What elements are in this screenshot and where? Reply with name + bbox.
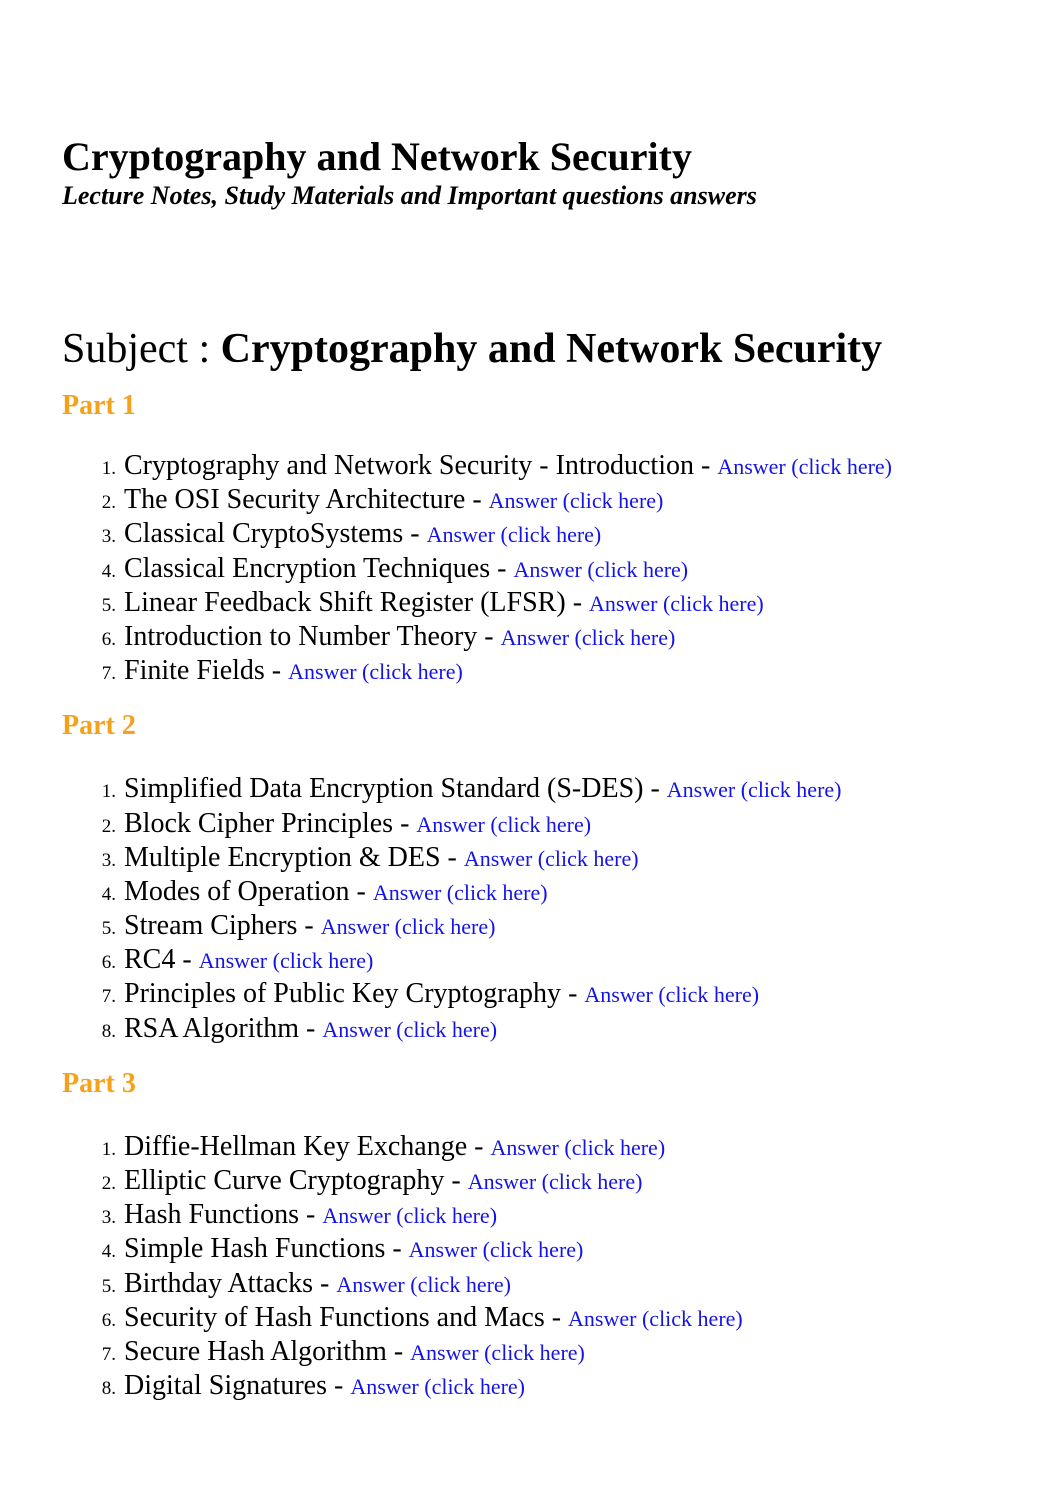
topic-title: The OSI Security Architecture (124, 484, 466, 516)
list-item-number: 3. (101, 526, 116, 548)
topic-separator: - (393, 807, 417, 839)
list-item (62, 1335, 1032, 1369)
list-item (62, 1130, 1032, 1164)
list-item-number: 1. (101, 1138, 116, 1160)
answer-link[interactable]: Answer (click here) (198, 948, 374, 974)
topic-title: Birthday Attacks (124, 1267, 313, 1299)
list-item-number: 7. (101, 663, 116, 685)
answer-link[interactable]: Answer (click here) (666, 777, 842, 803)
topic-title: Block Cipher Principles (124, 807, 394, 839)
topic-separator: - (477, 620, 501, 652)
topic-separator: - (175, 944, 199, 976)
topic-title: Linear Feedback Shift Register (LFSR) (124, 586, 566, 618)
subject-prefix: Subject : (62, 326, 221, 372)
list-item-number: 6. (101, 1309, 116, 1331)
list-item (62, 772, 1032, 806)
topic-separator: - (403, 518, 427, 550)
subject-name: Cryptography and Network Security (220, 326, 883, 372)
list-item (62, 449, 1032, 483)
list-item (62, 807, 1032, 841)
topic-title: Cryptography and Network Security - Introduction (124, 450, 694, 481)
topic-title: Simplified Data Encryption Standard (S-DES) (124, 773, 644, 805)
list-item-number: 3. (101, 1207, 116, 1229)
list-item (62, 875, 1032, 909)
list-item-number: 2. (101, 815, 116, 837)
topic-separator: - (312, 1267, 337, 1299)
topic-separator: - (544, 1301, 569, 1333)
answer-link[interactable]: Answer (click here) (488, 488, 664, 514)
topic-title: Secure Hash Algorithm (124, 1335, 387, 1367)
answer-link[interactable]: Answer (click here) (336, 1271, 512, 1297)
topic-separator: - (299, 1199, 323, 1231)
list-item (62, 1198, 1032, 1232)
topic-separator: - (326, 1370, 351, 1402)
answer-link[interactable]: Answer (click here) (408, 1237, 584, 1263)
topic-separator: - (440, 841, 464, 873)
list-item (62, 1012, 1032, 1046)
topic-title: Hash Functions (124, 1199, 299, 1231)
answer-link[interactable]: Answer (click here) (490, 1134, 666, 1160)
list-item-number: 4. (101, 883, 116, 905)
list-item (62, 483, 1032, 517)
list-item-number: 1. (101, 458, 116, 479)
topic-separator: - (386, 1335, 411, 1367)
list-item (62, 909, 1032, 943)
topic-title: Stream Ciphers (124, 910, 298, 942)
topic-title: Finite Fields (124, 655, 265, 687)
topic-separator: - (297, 910, 321, 942)
list-item (62, 1301, 1032, 1335)
list-item-number: 8. (101, 1378, 116, 1400)
list-item-number: 5. (101, 1275, 116, 1297)
part-1-heading: Part 1 (62, 390, 136, 421)
answer-link[interactable]: Answer (click here) (717, 454, 893, 479)
topic-title: Modes of Operation (124, 875, 350, 907)
topic-title: Introduction to Number Theory (124, 620, 478, 652)
topic-title: RC4 (124, 944, 176, 976)
answer-link[interactable]: Answer (click here) (350, 1374, 526, 1400)
topic-title: Elliptic Curve Cryptography (124, 1165, 445, 1196)
answer-link[interactable]: Answer (click here) (500, 624, 676, 650)
topic-separator: - (467, 1130, 491, 1162)
answer-link[interactable]: Answer (click here) (584, 982, 760, 1008)
answer-link[interactable]: Answer (click here) (322, 1203, 498, 1229)
topic-separator: - (465, 484, 489, 516)
topic-separator: - (561, 978, 585, 1010)
topic-separator: - (693, 450, 718, 481)
topic-title: Security of Hash Functions and Macs (124, 1301, 545, 1333)
list-item-number: 7. (101, 986, 116, 1008)
topic-title: Classical CryptoSystems (124, 518, 404, 550)
answer-link[interactable]: Answer (click here) (426, 522, 602, 548)
list-item (62, 552, 1032, 586)
answer-link[interactable]: Answer (click here) (322, 1016, 498, 1042)
list-item (62, 943, 1032, 977)
list-item (62, 977, 1032, 1011)
answer-link[interactable]: Answer (click here) (288, 659, 463, 685)
answer-link[interactable]: Answer (click here) (513, 556, 689, 582)
list-item (62, 517, 1032, 551)
document-page (62, 133, 1032, 1403)
list-item-number: 1. (101, 781, 116, 803)
list-item-number: 5. (101, 594, 116, 616)
part-3-heading: Part 3 (62, 1067, 136, 1099)
answer-link[interactable]: Answer (click here) (463, 845, 639, 871)
topic-separator: - (490, 552, 514, 584)
part-2-heading: Part 2 (62, 710, 136, 742)
topic-separator: - (385, 1233, 409, 1265)
list-item (62, 1267, 1032, 1301)
answer-link[interactable]: Answer (click here) (320, 914, 496, 940)
page-title: Cryptography and Network Security (62, 134, 692, 179)
page-subtitle: Lecture Notes, Study Materials and Important questions answers (62, 181, 757, 210)
list-item (62, 841, 1032, 875)
topic-title: Multiple Encryption & DES (124, 841, 441, 873)
answer-link[interactable]: Answer (click here) (410, 1339, 585, 1365)
list-item-number: 4. (101, 560, 116, 582)
subject-heading (62, 323, 1032, 375)
list-item (62, 1369, 1032, 1403)
topic-title: Principles of Public Key Cryptography (124, 978, 562, 1010)
topic-title: Diffie-Hellman Key Exchange (124, 1130, 468, 1162)
list-item (62, 1164, 1032, 1198)
topic-separator: - (565, 586, 590, 618)
list-item-number: 2. (101, 1173, 116, 1194)
list-item-number: 8. (101, 1020, 116, 1042)
part-3-topic-list (62, 1130, 1032, 1404)
list-item-number: 6. (101, 628, 116, 650)
list-item-number: 4. (101, 1241, 116, 1263)
answer-link[interactable]: Answer (click here) (467, 1169, 643, 1194)
topic-title: RSA Algorithm (124, 1012, 300, 1044)
answer-link[interactable]: Answer (click here) (589, 590, 764, 616)
topic-title: Classical Encryption Techniques (124, 552, 491, 584)
topic-separator: - (264, 655, 289, 687)
answer-link[interactable]: Answer (click here) (372, 879, 548, 905)
list-item-number: 5. (101, 918, 116, 940)
list-item-number: 3. (101, 849, 116, 871)
topic-separator: - (349, 875, 373, 907)
answer-link[interactable]: Answer (click here) (568, 1305, 743, 1331)
list-item (62, 620, 1032, 654)
list-item (62, 654, 1032, 688)
list-item-number: 7. (101, 1343, 116, 1365)
topic-title: Simple Hash Functions (124, 1233, 386, 1265)
part-1-topic-list (62, 449, 1032, 688)
part-2-topic-list (62, 772, 1032, 1046)
list-item-number: 6. (101, 952, 116, 974)
list-item (62, 1232, 1032, 1266)
topic-separator: - (299, 1012, 323, 1044)
topic-separator: - (643, 773, 667, 805)
list-item (62, 586, 1032, 620)
topic-title: Digital Signatures (124, 1370, 327, 1402)
list-item-number: 2. (101, 492, 116, 514)
answer-link[interactable]: Answer (click here) (416, 811, 592, 837)
topic-separator: - (444, 1165, 468, 1196)
